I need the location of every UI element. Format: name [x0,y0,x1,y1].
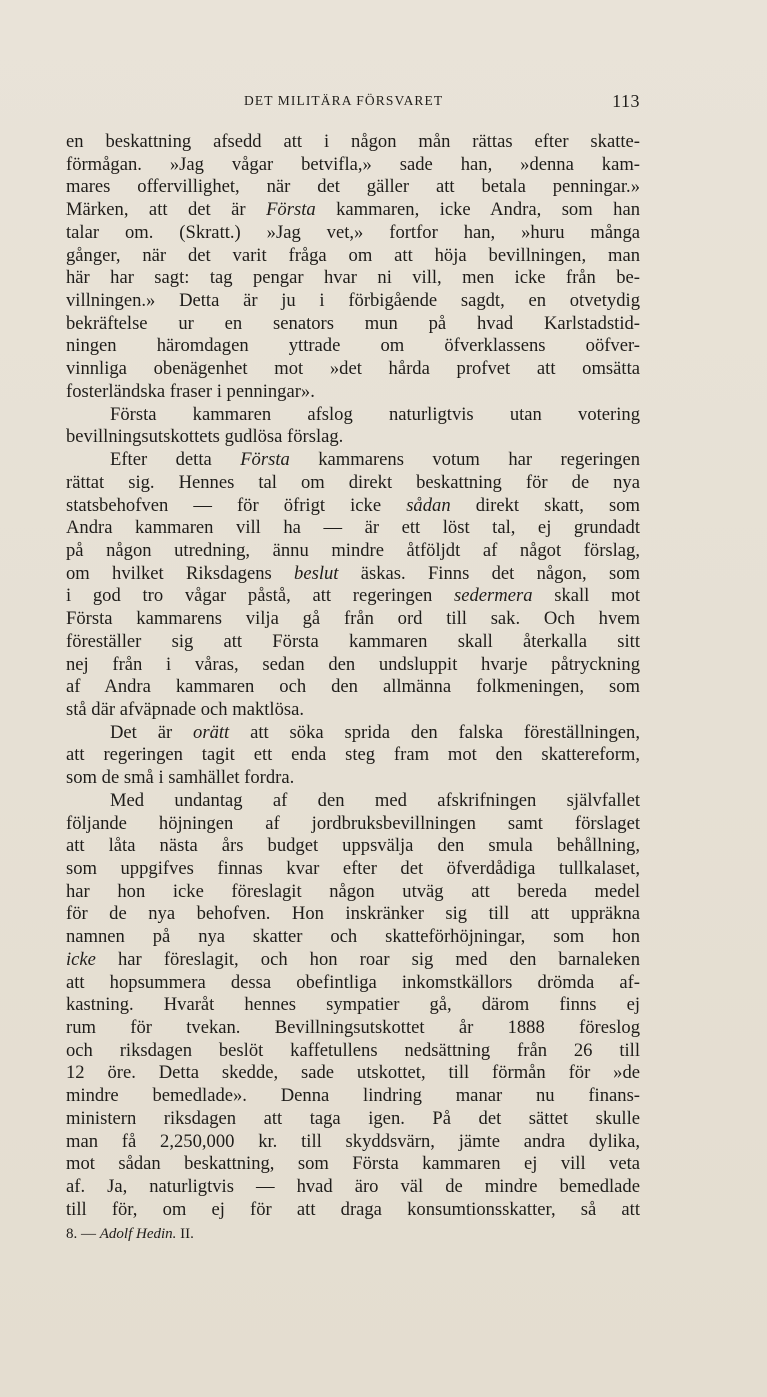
text-segment: namnen på nya skatter och skatteförhöjningar, som hon [66,926,640,948]
text-segment: Efter detta [110,449,241,471]
text-segment: mot sådan beskattning, som Första kammaren ej vill veta [66,1153,640,1175]
text-segment: som uppgifves finnas kvar efter det öfverdådiga tullkalaset, [66,858,640,879]
text-line [66,994,640,1017]
text-line [66,335,640,358]
text-line [66,903,640,926]
text-segment: ningen häromdagen yttrade om öfverklassens oöfver- [66,335,640,357]
text-line [66,517,640,540]
text-segment: gånger, när det varit fråga om att höja bevillningen, man [66,244,640,266]
text-line [66,790,640,813]
text-segment: Med undantag af den med afskrifningen självfallet [110,789,640,811]
text-segment: villningen.» Detta är ju i förbigående sagdt, en otvetydig [66,290,640,312]
text-segment: 12 öre. Detta skedde, sade utskottet, till förmån för »de [66,1062,640,1084]
text-line [66,1085,640,1108]
text-segment: fosterländska fraser i penningar». [66,380,315,402]
text-line [66,1108,640,1131]
text-line [66,676,640,699]
text-line [66,199,640,222]
author-title: Adolf Hedin. [99,1226,177,1242]
text-segment: vinnliga obenägenhet mot »det hårda profvet att omsätta [66,358,640,380]
text-line [66,563,640,586]
text-segment: följande höjningen af jordbruksbevillningen samt förslaget [66,812,640,834]
page-number: 113 [612,91,640,111]
text-segment: bevillningsutskottets gudlösa förslag. [66,426,344,448]
text-line [66,631,640,654]
text-segment: att låta nästa års budget uppsvälja den smula behållning, [66,835,640,857]
text-line [66,449,640,472]
text-line [66,245,640,268]
text-segment: om hvilket Riksdagens [66,562,295,584]
text-line [66,926,640,949]
italic-text: sådan [406,494,451,516]
text-segment: Det är [110,721,194,743]
text-segment: att hopsummera dessa obefintliga inkomstkällors drömda af- [66,971,640,993]
text-segment: att regeringen tagit ett enda steg fram mot den skattereform, [66,744,640,766]
text-segment: stå där afväpnade och maktlösa. [66,698,305,720]
text-line [66,404,640,427]
text-segment: rum för tvekan. Bevillningsutskottet år 1888 föreslog [66,1017,640,1039]
text-line [66,154,640,177]
text-segment: som de små i samhället fordra. [66,767,295,789]
text-segment: kammaren, icke Andra, som han [315,199,641,221]
text-segment: skall mot [532,585,640,607]
text-segment: rättat sig. Hennes tal om direkt beskattning för de nya [66,471,640,493]
text-segment: Märken, att det är [66,199,267,221]
text-line [66,654,640,677]
text-line [66,1199,640,1222]
text-segment: förmågan. »Jag vågar betvifla,» sade han, »denna kam- [66,153,640,175]
text-line [66,495,640,518]
text-line [66,767,640,790]
text-line [66,290,640,313]
text-segment: har föreslagit, och hon roar sig med den barnaleken [95,948,640,970]
text-line [66,472,640,495]
text-segment: en beskattning afsedd att i någon mån rättas efter skatte- [66,131,640,152]
text-line [66,1040,640,1063]
text-segment: här har sagt: tag pengar hvar ni vill, men icke från be- [66,267,640,289]
text-segment: kastning. Hvaråt hennes sympatier gå, därom finns ej [66,994,640,1016]
text-segment: Första kammaren afslog naturligtvis utan votering [110,403,640,425]
text-segment: Andra kammaren vill ha — är ett löst tal, ej grundadt [66,517,640,539]
text-segment: mindre bemedlade». Denna lindring manar nu finans- [66,1085,640,1107]
body-text [66,131,640,1222]
text-line [66,1017,640,1040]
text-segment: mares offervillighet, när det gäller att betala penningar.» [66,176,640,198]
text-segment: till för, om ej för att draga konsumtionsskatter, så att [66,1198,640,1220]
text-segment: direkt skatt, som [450,494,640,516]
text-line [66,699,640,722]
text-segment: Första kammarens vilja gå från ord till sak. Och hvem [66,608,640,630]
italic-text: Första [266,199,316,221]
text-line [66,267,640,290]
text-segment: af Andra kammaren och den allmänna folkmeningen, som [66,676,640,698]
italic-text: orätt [193,721,230,743]
text-segment: och riksdagen beslöt kaffetullens nedsättning från 26 till [66,1039,640,1061]
text-segment: af. Ja, naturligtvis — hvad äro väl de mindre bemedlade [66,1176,640,1198]
signature-mark: 8. — [66,1226,100,1242]
running-header [66,91,640,113]
running-title: DET MILITÄRA FÖRSVARET [244,93,444,108]
text-segment: bekräftelse ur en senators mun på hvad Karlstadstid- [66,312,640,334]
text-segment: man få 2,250,000 kr. till skyddsvärn, jämte andra dylika, [66,1130,640,1152]
text-segment: för de nya behofven. Hon inskränker sig till att uppräkna [66,903,640,925]
text-line [66,608,640,631]
text-segment: i god tro vågar påstå, att regeringen [66,585,454,607]
text-line [66,381,640,404]
volume-number: II. [176,1226,194,1242]
italic-text: sedermera [454,585,533,607]
text-line [66,426,640,449]
text-line [66,1153,640,1176]
text-line [66,540,640,563]
text-segment: på någon utredning, ännu mindre åtföljdt af något förslag, [66,539,640,561]
text-line [66,1131,640,1154]
text-line [66,813,640,836]
text-segment: nej från i våras, sedan den undsluppit hvarje påtryckning [66,653,640,675]
text-segment: föreställer sig att Första kammaren skall återkalla sitt [66,630,640,652]
text-line [66,881,640,904]
text-segment: statsbehofven — för öfrigt icke [66,494,407,516]
text-line [66,835,640,858]
text-line [66,1176,640,1199]
text-line [66,858,640,881]
text-segment: talar om. (Skratt.) »Jag vet,» fortfor han, »huru många [66,221,640,243]
text-segment: äskas. Finns det någon, som [338,562,640,584]
text-line [66,131,640,154]
text-line [66,744,640,767]
text-line [66,313,640,336]
text-line [66,722,640,745]
text-segment: att söka sprida den falska föreställningen, [229,721,640,743]
text-line [66,358,640,381]
text-segment: har hon icke föreslagit någon utväg att bereda medel [66,880,640,902]
text-line [66,972,640,995]
italic-text: Första [240,449,290,471]
text-segment: ministern riksdagen att taga igen. På det sättet skulle [66,1107,640,1129]
text-line [66,222,640,245]
signature-line [66,1226,194,1243]
italic-text: beslut [294,562,339,584]
text-line [66,1062,640,1085]
italic-text: icke [66,948,96,970]
text-line [66,949,640,972]
text-segment: kammarens votum har regeringen [289,449,641,471]
text-line [66,176,640,199]
text-line [66,585,640,608]
